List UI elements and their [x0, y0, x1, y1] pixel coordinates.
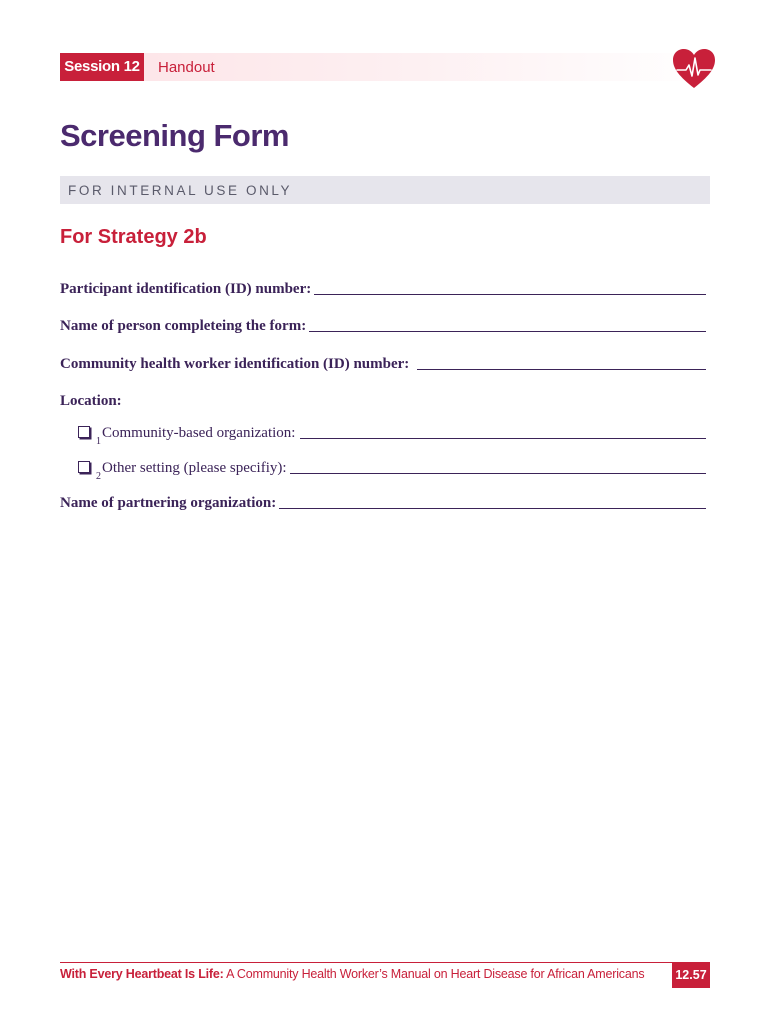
handout-label: Handout	[158, 59, 215, 76]
internal-use-label: FOR INTERNAL USE ONLY	[68, 183, 293, 198]
participant-id-label: Participant identification (ID) number:	[60, 281, 312, 297]
option-number: 2	[96, 471, 101, 482]
option-label: Community-based organization:	[102, 425, 296, 441]
partnering-org-label: Name of partnering organization:	[60, 495, 277, 511]
option-number: 1	[96, 436, 101, 447]
location-option-community[interactable]	[78, 424, 706, 447]
person-completing-label: Name of person completeing the form:	[60, 318, 307, 334]
footer-divider	[60, 962, 710, 963]
footer-manual-title	[60, 967, 644, 981]
other-setting-input-line[interactable]	[290, 459, 706, 474]
person-completing-field[interactable]	[60, 317, 706, 335]
checkbox-icon[interactable]	[78, 461, 90, 473]
chw-id-label: Community health worker identification (ID) number:	[60, 356, 410, 372]
chw-id-input-line[interactable]	[417, 355, 706, 370]
partnering-org-input-line[interactable]	[279, 494, 706, 509]
option-label: Other setting (please specifiy):	[102, 460, 287, 476]
participant-id-input-line[interactable]	[314, 280, 706, 295]
chw-id-field[interactable]	[60, 355, 706, 373]
page-number: 12.57	[672, 962, 710, 988]
location-label: Location:	[60, 393, 122, 409]
page-title: Screening Form	[60, 118, 289, 153]
participant-id-field[interactable]	[60, 280, 706, 298]
strategy-heading: For Strategy 2b	[60, 226, 207, 248]
session-badge: Session 12	[60, 53, 144, 81]
checkbox-icon[interactable]	[78, 426, 90, 438]
person-completing-input-line[interactable]	[309, 317, 706, 332]
footer-title-rest: A Community Health Worker’s Manual on Heart Disease for African Americans	[223, 967, 645, 981]
heart-ecg-icon	[672, 48, 716, 90]
footer-title-bold: With Every Heartbeat Is Life:	[60, 967, 224, 981]
location-option-other[interactable]	[78, 459, 706, 482]
community-org-input-line[interactable]	[300, 424, 706, 439]
partnering-org-field[interactable]	[60, 494, 706, 512]
